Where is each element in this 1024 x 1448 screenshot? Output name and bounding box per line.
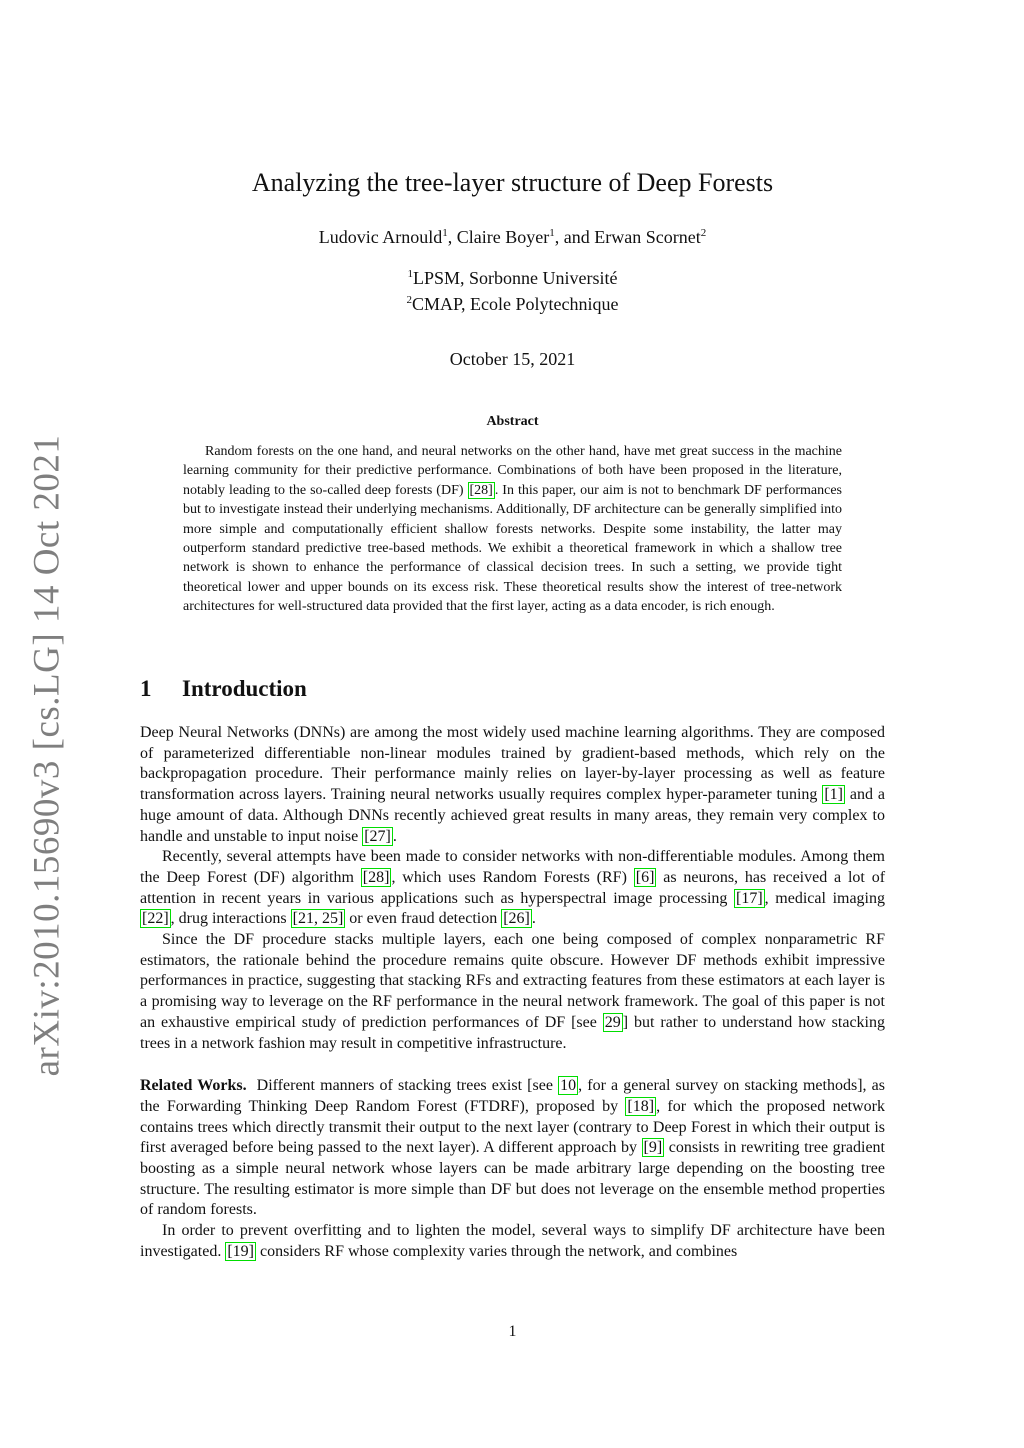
affiliation-mark: 2 (406, 294, 412, 306)
author-affil-mark: 1 (442, 227, 448, 239)
paragraph (140, 930, 885, 1054)
citation-link[interactable]: [6] (635, 868, 655, 886)
text-run: . (392, 827, 397, 845)
text-run: considers RF whose complexity varies through the network, and combines (255, 1242, 738, 1260)
text-run: Random forests on the one hand, and neural networks on the other hand, have met great success in the machine learning community for their predictive performance. Combinations of both have been proposed in the literature, notably leading to the so-called deep forests (DF) (183, 444, 842, 498)
text-run: . (531, 910, 536, 928)
author-separator: , and (554, 227, 595, 247)
author-separator: , (447, 227, 457, 247)
affiliation-mark: 1 (407, 268, 413, 280)
affiliation-name: CMAP, Ecole Polytechnique (412, 294, 619, 314)
paragraph (140, 1076, 885, 1221)
text-run: In order to prevent overfitting and to lighten the model, several ways to simplify DF architecture have been investigated. (140, 1222, 885, 1260)
arxiv-stamp (22, 434, 72, 1076)
text-run: , drug interactions (170, 910, 291, 928)
abstract-text (183, 442, 842, 617)
text-run: Recently, several attempts have been made to consider networks with non-differentiable modules. Among them the Deep Forest (DF) algorithm (140, 848, 885, 886)
affiliation (140, 268, 885, 289)
author-name: Claire Boyer (456, 227, 550, 247)
citation-link[interactable]: [17] (736, 889, 763, 907)
citation-link[interactable]: [22] (142, 910, 169, 928)
author-name: Ludovic Arnould (318, 227, 443, 247)
author-name: Erwan Scornet (594, 227, 701, 247)
text-run: . In this paper, our aim is not to benchmark DF performances but to investigate instead their underlying mechanisms. Additionally, DF architecture can be generally simplified into more simple and computationally efficient shallow forests networks. Despite some instability, the latter may outperform standard predictive tree-based methods. We exhibit a theoretical framework in which a shallow tree network is shown to enhance the performance of classical decision trees. In such a setting, we provide tight theoretical lower and upper bounds on its excess risk. These theoretical results show the interest of tree-network architectures for well-structured data provided that the first layer, acting as a data encoder, is rich enough. (183, 482, 842, 615)
citation-link[interactable]: [1] (824, 786, 843, 804)
affiliation-name: LPSM, Sorbonne Université (413, 268, 618, 288)
citation-link[interactable]: [21, 25] (292, 910, 344, 928)
page-number: 1 (508, 1323, 517, 1340)
citation-link[interactable]: [28] (362, 868, 390, 886)
citation-link[interactable]: [9] (643, 1139, 663, 1157)
author-list (140, 227, 885, 248)
affiliation (140, 294, 885, 315)
runin-heading: Related Works. (140, 1077, 247, 1095)
abstract-heading: Abstract (486, 414, 539, 429)
text-run: and a huge amount of data. Although DNNs recently achieved great results in many areas, they remain very complex to handle and unstable to input noise (140, 786, 885, 845)
paper-title: Analyzing the tree-layer structure of Deep Forests (251, 168, 774, 197)
author-affil-mark: 1 (549, 227, 555, 239)
citation-link[interactable]: [18] (627, 1097, 655, 1115)
text-run: , for which the proposed network contains trees which directly transmit their output to the next layer (contrary to Deep Forest in which their output is first averaged before being passed to the next layer). A different approach by (140, 1097, 885, 1157)
citation-link[interactable]: 29 (604, 1013, 621, 1031)
text-run: , for a general survey on stacking methods], as the Forwarding Thinking Deep Random Forest (FTDRF), proposed by (140, 1077, 886, 1115)
text-run: or even fraud detection (345, 910, 502, 928)
paragraph (140, 723, 885, 847)
text-run: Different manners of stacking trees exist [see (256, 1077, 559, 1095)
paragraph (140, 847, 885, 930)
text-run: consists in rewriting tree gradient boosting as a simple neural network whose layers can be made arbitrary large depending on the boosting tree structure. The resulting estimator is more simple than DF but does not leverage on the ensemble method properties of random forests. (140, 1139, 886, 1219)
section-heading (140, 676, 307, 702)
arxiv-stamp-text: arXiv:2010.15690v3 [cs.LG] 14 Oct 2021 (26, 434, 68, 1076)
text-run: Since the DF procedure stacks multiple layers, each one being composed of complex nonparametric RF estimators, the rationale behind the procedure remains quite obscure. However DF methods exhibit impressive performances in practice, suggesting that stacking RFs and extracting features from these estimators at each layer is a promising way to leverage on the RF performance in the neural network framework. The goal of this paper is not an exhaustive empirical study of prediction performances of DF [see (140, 931, 885, 1031)
author-affil-mark: 2 (700, 227, 707, 239)
section-number: 1 (140, 676, 152, 701)
text-run: , medical imaging (764, 889, 886, 907)
citation-link[interactable]: [28] (469, 482, 493, 498)
paper-date: October 15, 2021 (449, 349, 576, 369)
citation-link[interactable]: [19] (227, 1242, 254, 1260)
text-run: Deep Neural Networks (DNNs) are among the most widely used machine learning algorithms. They are composed of parameterized differentiable non-linear modules trained by gradient-based methods, which rely on the backpropagation procedure. Their performance mainly relies on layer-by-layer processing as well as feature transformation across layers. Training neural networks usually requires complex hyper-parameter tuning (140, 724, 885, 804)
citation-link[interactable]: [27] (364, 827, 391, 845)
citation-link[interactable]: 10 (560, 1077, 577, 1095)
body-text (140, 723, 885, 1263)
text-run: ] but rather to understand how stacking trees in a network fashion may result in competitive infrastructure. (140, 1013, 886, 1052)
paragraph (140, 1221, 885, 1262)
citation-link[interactable]: [26] (503, 910, 530, 928)
section-title: Introduction (182, 676, 307, 701)
text-run: , which uses Random Forests (RF) (391, 868, 634, 886)
text-run: as neurons, has received a lot of attention in recent years in various applications such as hyperspectral image processing (140, 868, 886, 907)
